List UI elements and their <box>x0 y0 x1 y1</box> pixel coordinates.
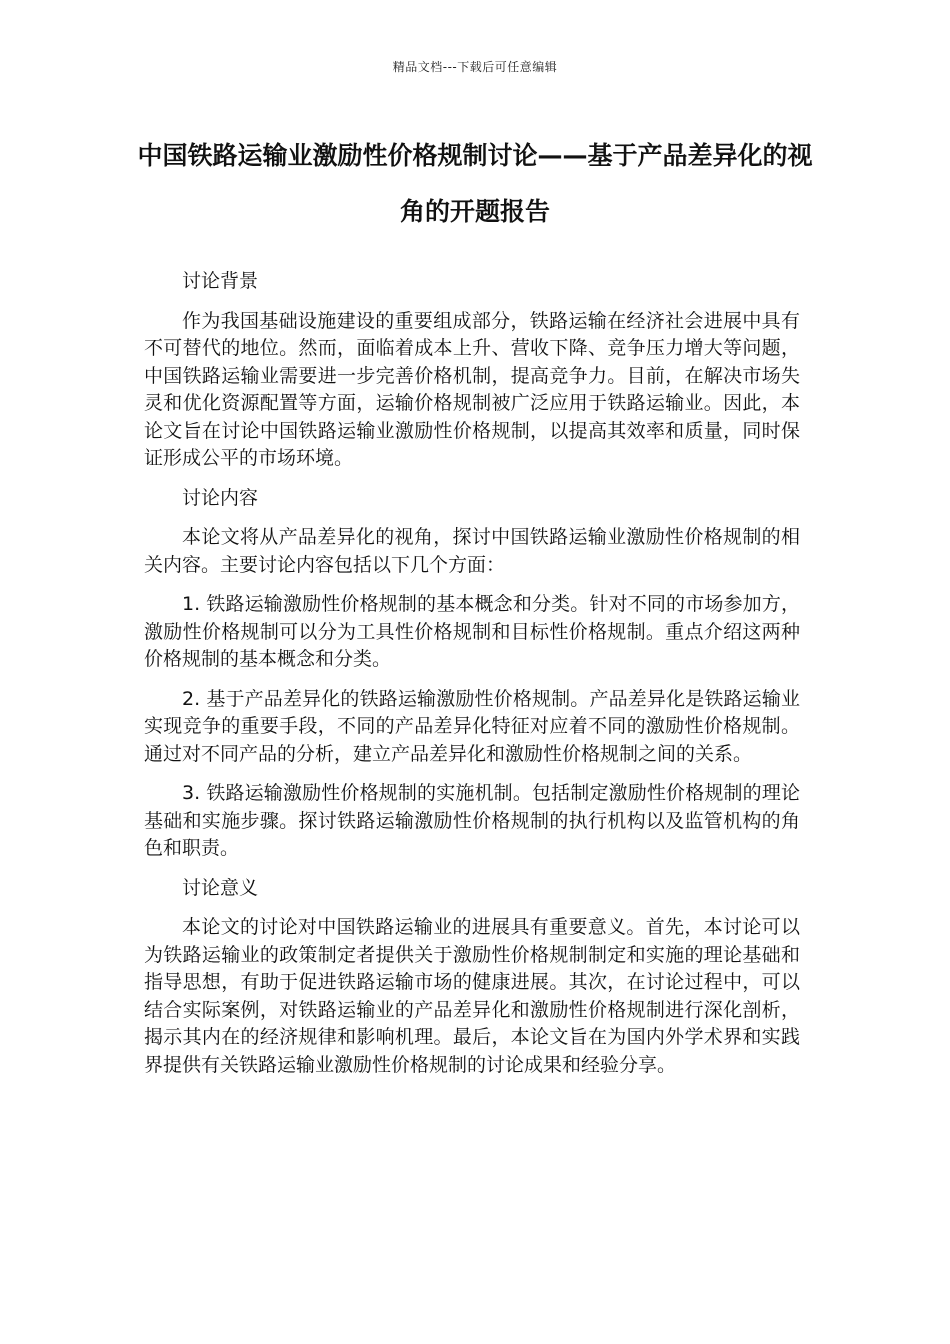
section-heading-significance: 讨论意义 <box>182 876 259 899</box>
paragraph-content-intro: 本论文将从产品差异化的视角，探讨中国铁路运输业激励性价格规制的相关内容。主要讨论内容包括以下几个方面： <box>144 526 800 576</box>
section-heading-background: 讨论背景 <box>182 270 259 292</box>
list-item: 1. 铁路运输激励性价格规制的基本概念和分类。针对不同的市场参加方，激励性价格规制可以分为工具性价格规制和目标性价格规制。重点介绍这两种价格规制的基本概念和分类。 <box>144 593 800 670</box>
list-item: 2. 基于产品差异化的铁路运输激励性价格规制。产品差异化是铁路运输业实现竞争的重要手段，不同的产品差异化特征对应着不同的激励性价格规制。通过对不同产品的分析，建立产品差异化和激励性价格规制之间的关系。 <box>144 687 800 765</box>
section-heading-content: 讨论内容 <box>182 486 259 509</box>
paragraph-background: 作为我国基础设施建设的重要组成部分，铁路运输在经济社会进展中具有不可替代的地位。然而，面临着成本上升、营收下降、竞争压力增大等问题，中国铁路运输业需要进一步完善价格机制，提高竞争力。目前，在解决市场失灵和优化资源配置等方面，运输价格规制被广泛应用于铁路运输业。因此，本论文旨在讨论中国铁路运输业激励性价格规制，以提高其效率和质量，同时保证形成公平的市场环境。 <box>144 309 800 469</box>
list-item: 3. 铁路运输激励性价格规制的实施机制。包括制定激励性价格规制的理论基础和实施步骤。探讨铁路运输激励性价格规制的执行机构以及监管机构的角色和职责。 <box>144 782 800 859</box>
paragraph-significance: 本论文的讨论对中国铁路运输业的进展具有重要意义。首先，本讨论可以为铁路运输业的政策制定者提供关于激励性价格规制制定和实施的理论基础和指导思想，有助于促进铁路运输市场的健康进展。其次，在讨论过程中，可以结合实际案例，对铁路运输业的产品差异化和激励性价格规制进行深化剖析，揭示其内在的经济规律和影响机理。最后，本论文旨在为国内外学术界和实践界提供有关铁路运输业激励性价格规制的讨论成果和经验分享。 <box>144 916 800 1076</box>
document-title: 中国铁路运输业激励性价格规制讨论——基于产品差异化的视角的开题报告 <box>137 141 813 226</box>
document-body <box>144 268 800 1091</box>
page-header-note: 精品文档---下载后可任意编辑 <box>392 60 558 74</box>
